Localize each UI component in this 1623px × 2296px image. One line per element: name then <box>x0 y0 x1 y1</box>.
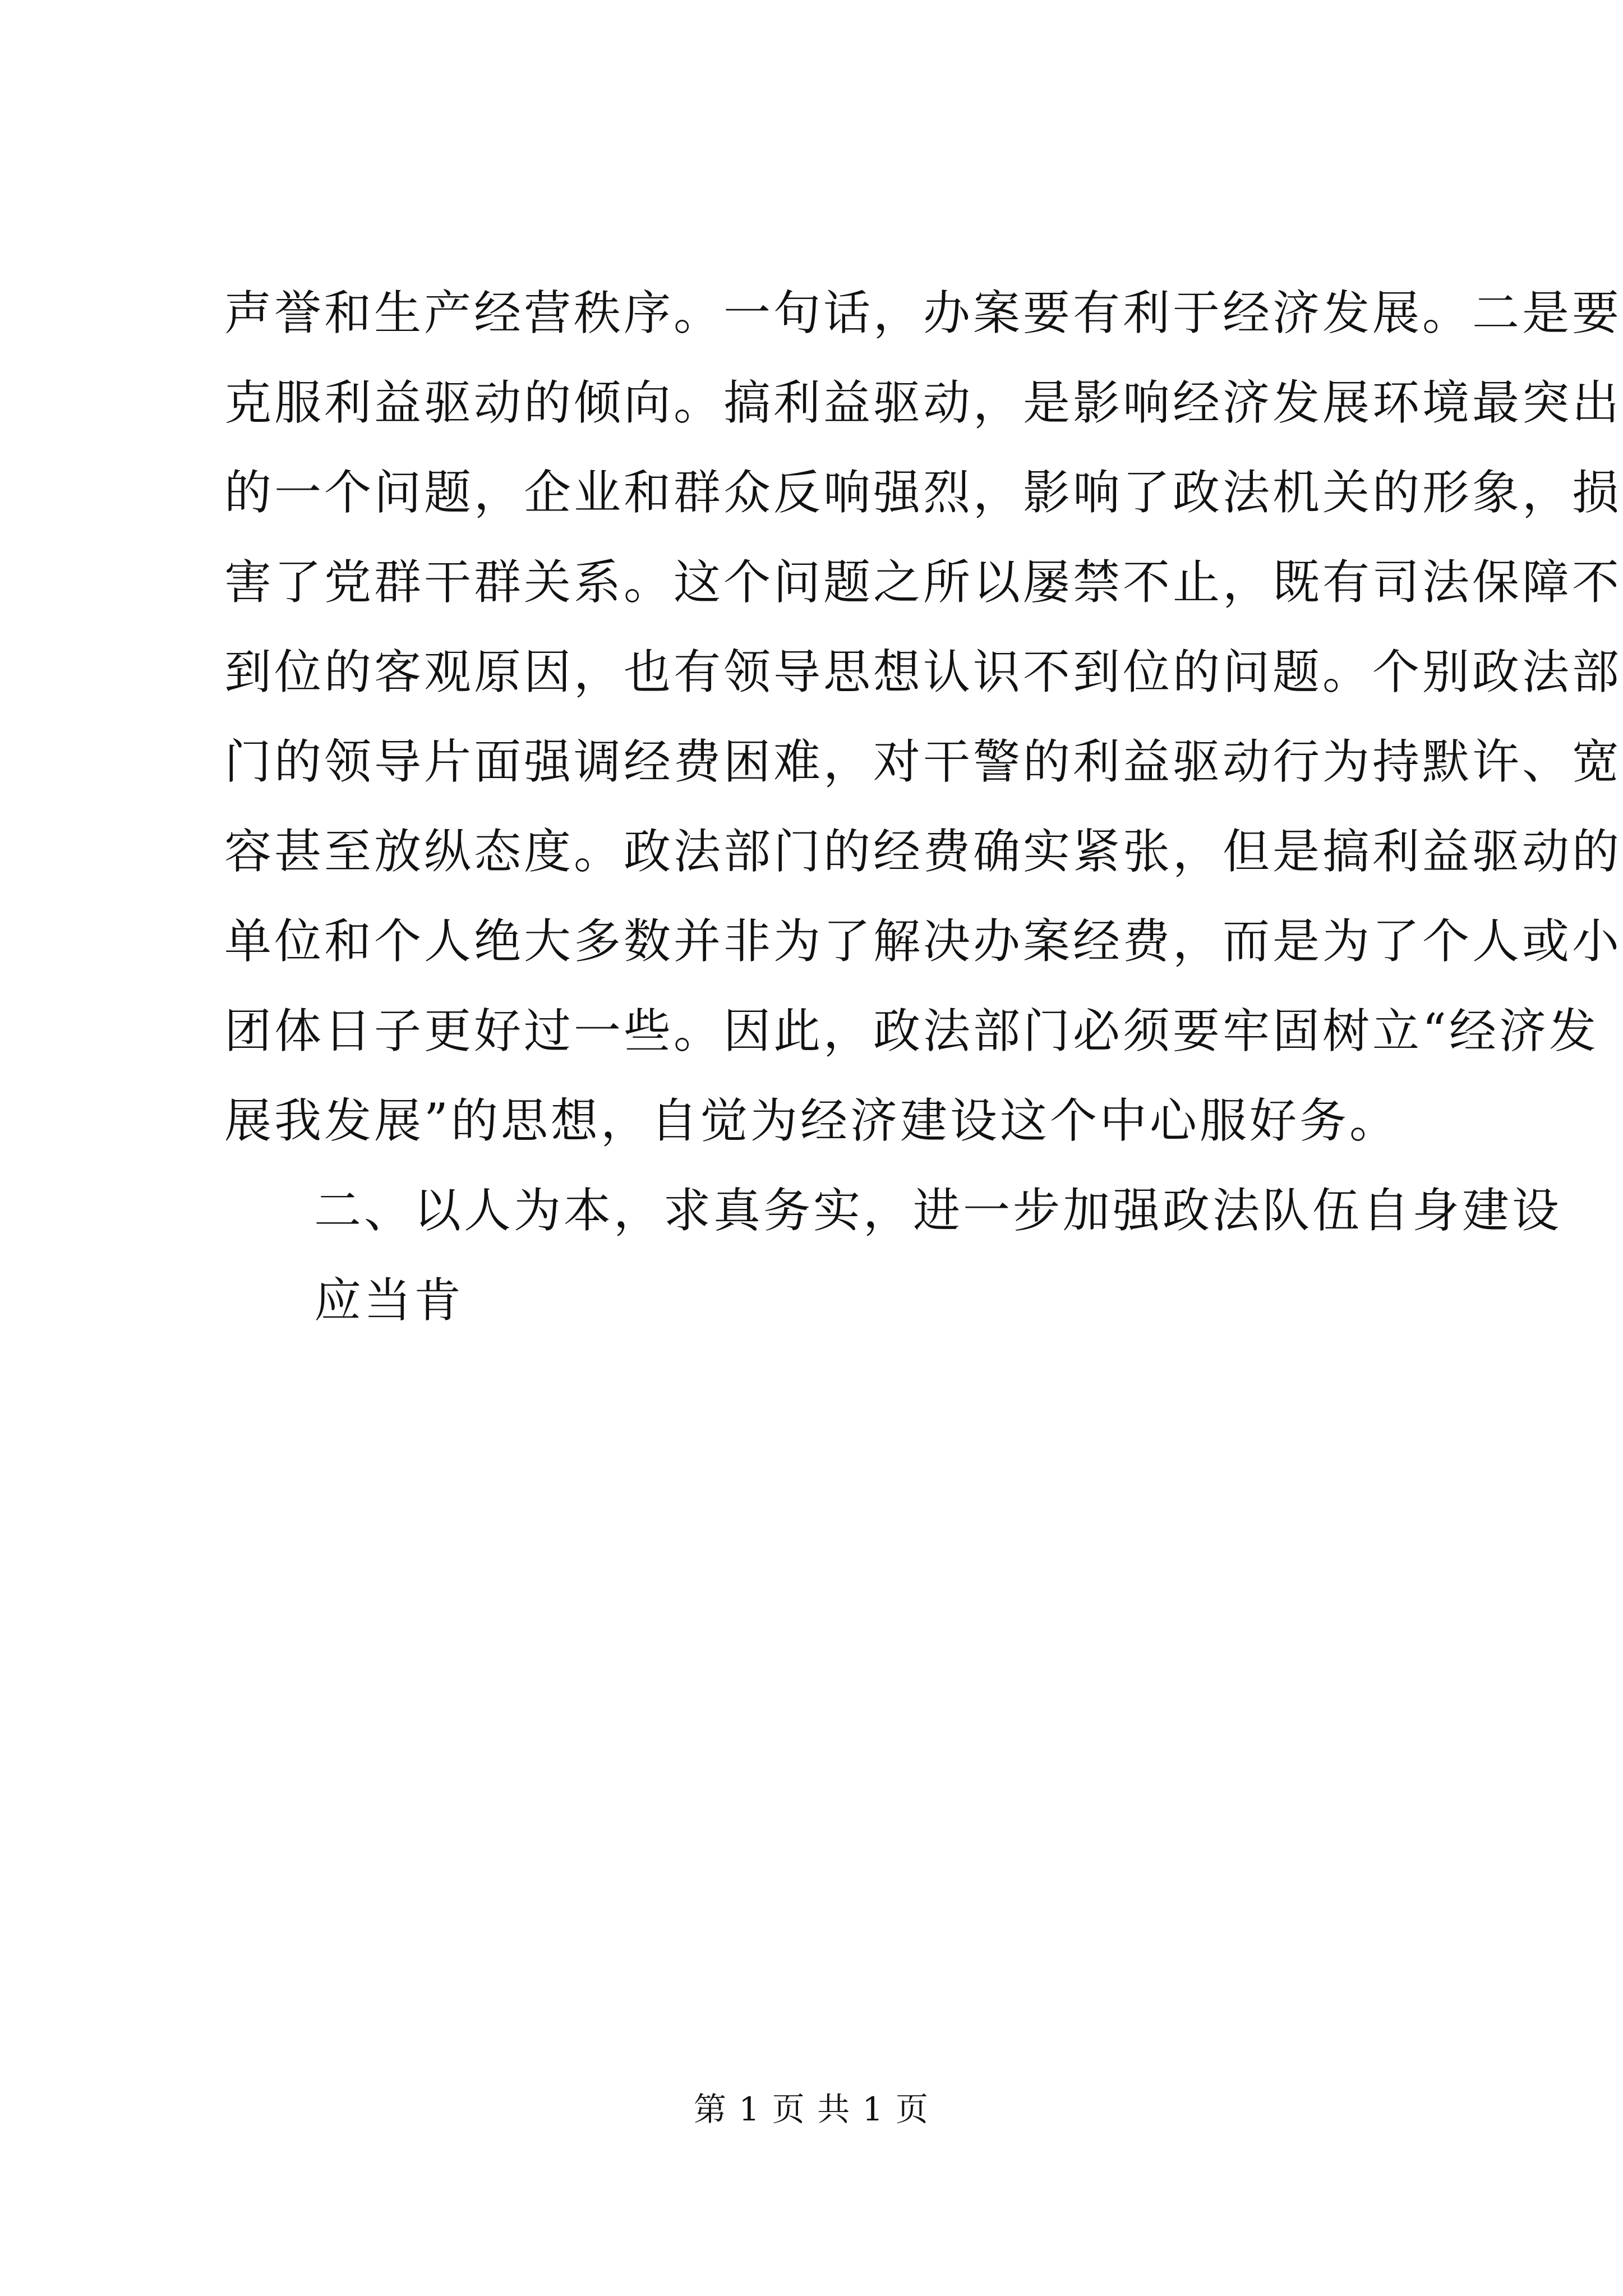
page-footer: 第 1 页 共 1 页 <box>694 2090 929 2128</box>
paragraph-line-10: 展我发展”的思想，自觉为经济建设这个中心服好务。 <box>224 1093 1399 1148</box>
body-text <box>224 268 1622 1345</box>
trailing-text: 应当肯 <box>314 1273 464 1328</box>
paragraph-line-5: 到位的客观原因，也有领导思想认识不到位的问题。个别政法部 <box>224 645 1622 700</box>
paragraph-line-3: 的一个问题，企业和群众反响强烈，影响了政法机关的形象，损 <box>224 465 1622 520</box>
section-heading: 二、以人为本，求真务实，进一步加强政法队伍自身建设 <box>314 1183 1562 1238</box>
paragraph-line-1: 声誉和生产经营秩序。一句话，办案要有利于经济发展。二是要 <box>224 286 1622 341</box>
paragraph-line-8: 单位和个人绝大多数并非为了解决办案经费，而是为了个人或小 <box>224 914 1622 969</box>
paragraph-line-4: 害了党群干群关系。这个问题之所以屡禁不止，既有司法保障不 <box>224 555 1622 610</box>
paragraph-line-9: 团体日子更好过一些。因此，政法部门必须要牢固树立“经济发 <box>224 1004 1599 1059</box>
paragraph-line-2: 克服利益驱动的倾向。搞利益驱动，是影响经济发展环境最突出 <box>224 375 1622 430</box>
paragraph-line-6: 门的领导片面强调经费困难，对干警的利益驱动行为持默许、宽 <box>224 734 1622 789</box>
paragraph-line-7: 容甚至放纵态度。政法部门的经费确实紧张，但是搞利益驱动的 <box>224 824 1622 879</box>
